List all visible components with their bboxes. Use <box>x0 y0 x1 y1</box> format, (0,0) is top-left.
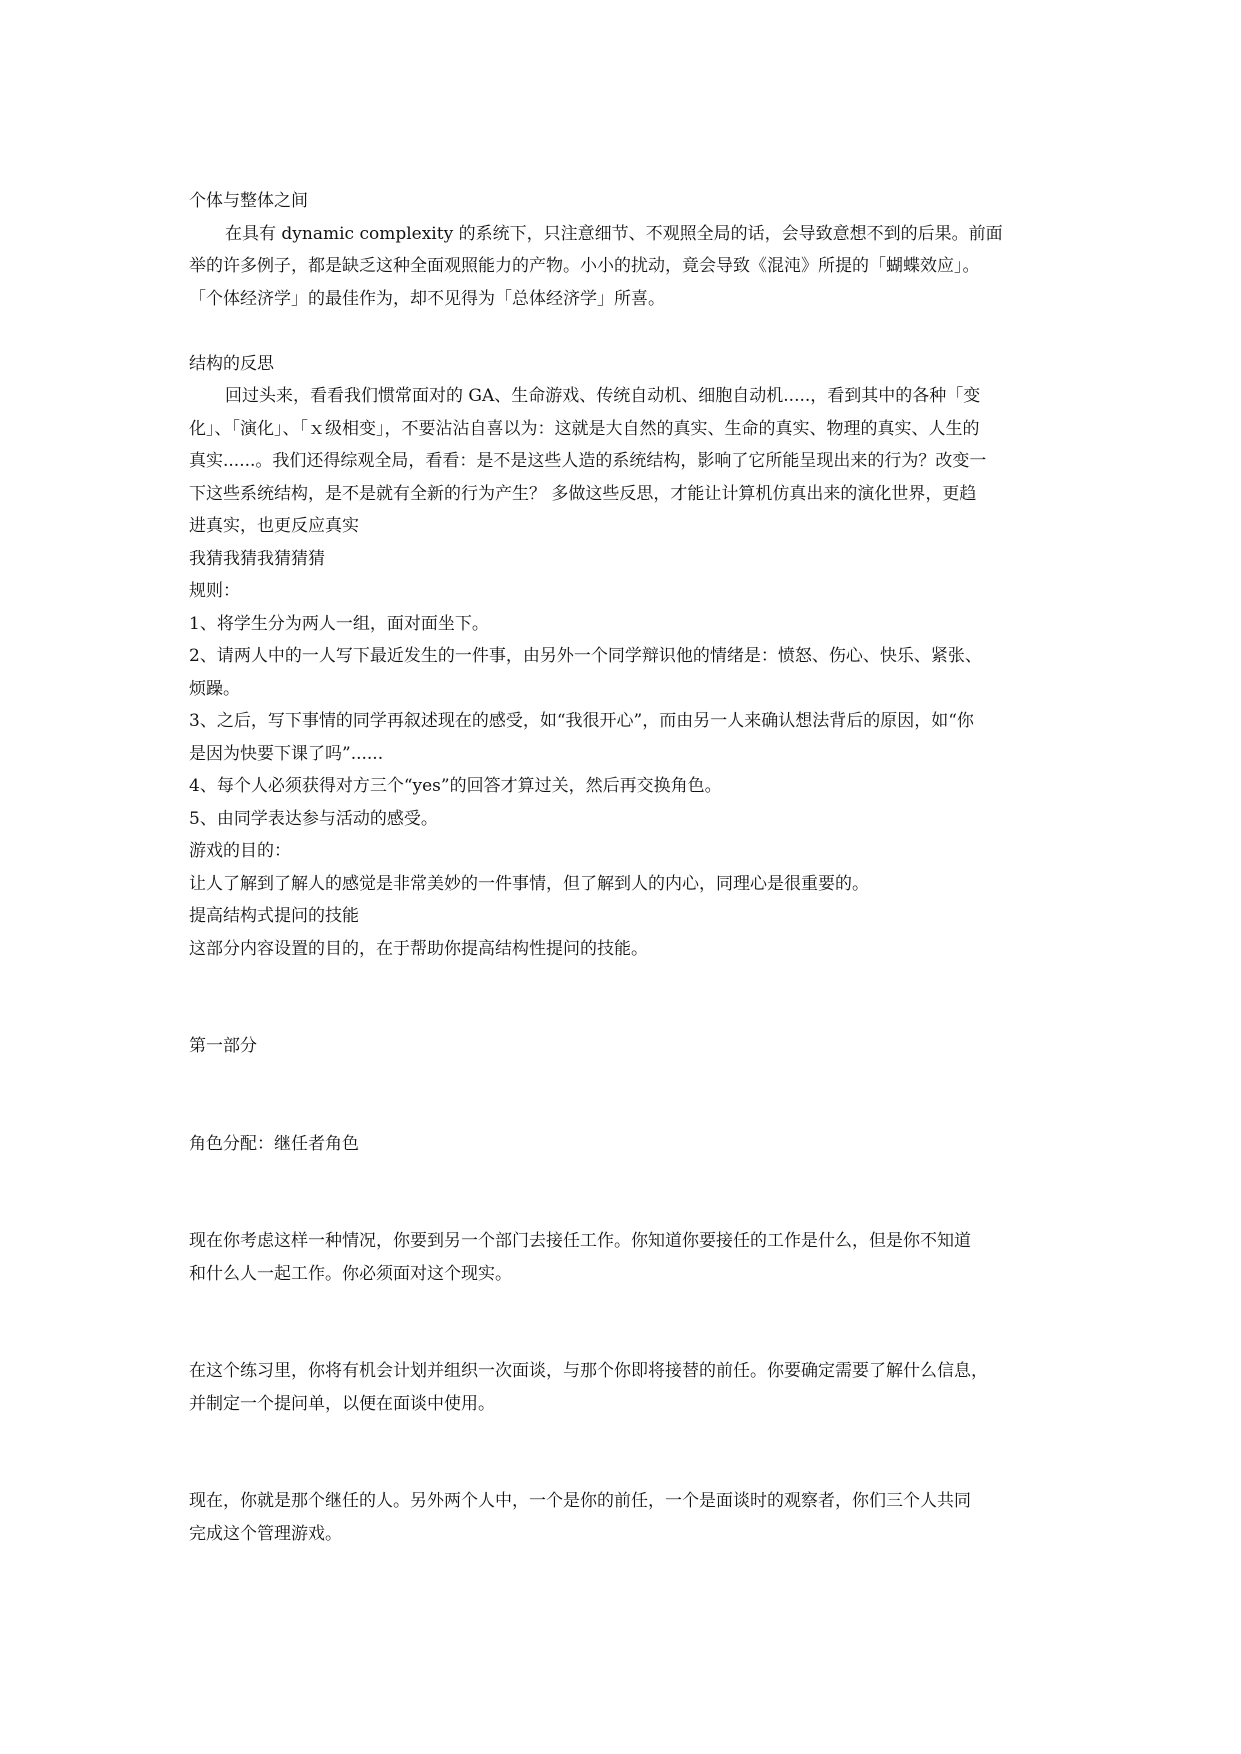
heading-individual-and-whole: 个体与整体之间 <box>189 191 308 211</box>
paragraph-line: 完成这个管理游戏。 <box>189 1523 342 1544</box>
spacer <box>189 965 1061 1030</box>
rule-item: 是因为快要下课了吗”...... <box>189 743 384 764</box>
paragraph-line: 在具有 dynamic complexity 的系统下，只注意细节、不观照全局的话，会导致意想不到的后果。前面 <box>225 223 1003 244</box>
rule-item: 1、将学生分为两人一组，面对面坐下。 <box>189 613 489 634</box>
role-assignment: 角色分配：继任者角色 <box>189 1133 359 1154</box>
spacer <box>189 1290 1061 1355</box>
paragraph-line: 「个体经济学」的最佳作为，却不见得为「总体经济学」所喜。 <box>189 288 665 309</box>
paragraph-line: 并制定一个提问单，以便在面谈中使用。 <box>189 1393 495 1414</box>
spacer <box>189 1160 1061 1225</box>
paragraph-line: 下这些系统结构，是不是就有全新的行为产生？ 多做这些反思，才能让计算机仿真出来的演化世界，更趋 <box>189 483 977 504</box>
rule-item: 5、由同学表达参与活动的感受。 <box>189 808 438 829</box>
paragraph-line: 回过头来，看看我们惯常面对的 GA、生命游戏、传统自动机、细胞自动机.....，看到其中的各种「变 <box>225 386 981 406</box>
paragraph-line: 现在，你就是那个继任的人。另外两个人中，一个是你的前任，一个是面谈时的观察者，你们三个人共同 <box>189 1491 971 1511</box>
paragraph-line: 在这个练习里，你将有机会计划并组织一次面谈，与那个你即将接替的前任。你要确定需要了解什么信息， <box>189 1361 988 1381</box>
rule-item: 4、每个人必须获得对方三个“yes”的回答才算过关，然后再交换角色。 <box>189 776 722 796</box>
rules-label: 规则： <box>189 581 240 601</box>
paragraph-line: 和什么人一起工作。你必须面对这个现实。 <box>189 1263 512 1284</box>
part-label: 第一部分 <box>189 1036 257 1056</box>
purpose-text: 让人了解到了解人的感觉是非常美妙的一件事情，但了解到人的内心，同理心是很重要的。 <box>189 873 869 894</box>
heading-structured-questioning: 提高结构式提问的技能 <box>189 906 359 926</box>
paragraph-line: 举的许多例子，都是缺乏这种全面观照能力的产物。小小的扰动，竟会导致《混沌》所提的「蝴蝶效应」。 <box>189 256 980 276</box>
spacer <box>189 1420 1061 1485</box>
paragraph-line: 进真实，也更反应真实 <box>189 516 359 536</box>
spacer <box>189 315 1061 348</box>
paragraph-line: 真实......。我们还得综观全局，看看：是不是这些人造的系统结构，影响了它所能呈现出来的行为？改变一 <box>189 451 987 471</box>
rule-item: 3、之后，写下事情的同学再叙述现在的感受，如“我很开心”，而由另一人来确认想法背后的原因，如“你 <box>189 711 974 731</box>
heading-structure-reflection: 结构的反思 <box>189 353 274 374</box>
paragraph-line: 化」、「演化」、「ｘ级相变」，不要沾沾自喜以为：这就是大自然的真实、生命的真实、物理的真实、人生的 <box>189 418 980 439</box>
heading-guessing-game: 我猜我猜我猜猜猜 <box>189 548 325 569</box>
rule-item: 烦躁。 <box>189 678 240 699</box>
intro-text: 这部分内容设置的目的，在于帮助你提高结构性提问的技能。 <box>189 938 648 959</box>
purpose-label: 游戏的目的： <box>189 841 291 861</box>
document-body <box>189 185 1061 1550</box>
spacer <box>189 1063 1061 1128</box>
rule-item: 2、请两人中的一人写下最近发生的一件事，由另外一个同学辩识他的情绪是：愤怒、伤心、快乐、紧张、 <box>189 646 982 666</box>
paragraph-line: 现在你考虑这样一种情况，你要到另一个部门去接任工作。你知道你要接任的工作是什么，但是你不知道 <box>189 1231 971 1251</box>
